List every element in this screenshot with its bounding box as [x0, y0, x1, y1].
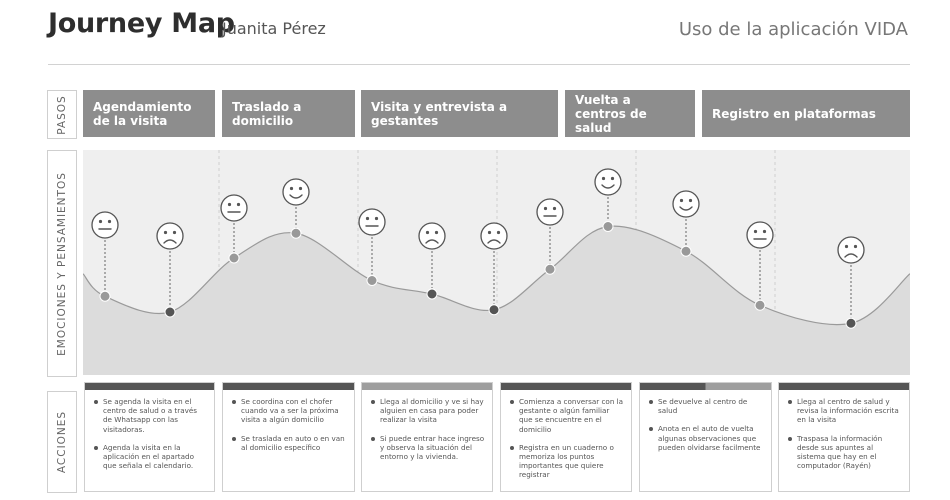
face-eye — [611, 177, 614, 180]
step-scheduling — [83, 90, 215, 137]
action-progress-bar — [223, 383, 354, 390]
action-progress-bar — [779, 383, 909, 390]
emotion-point — [846, 318, 856, 328]
neutral-face-icon — [359, 209, 385, 235]
step-transfer — [222, 90, 355, 137]
action-progress-bar — [362, 383, 492, 390]
emotion-point — [681, 246, 691, 256]
action-item: Se agenda la visita en el centro de salud o a través de Whatsapp con las visitadoras. — [103, 397, 208, 434]
emotion-point — [755, 300, 765, 310]
emotion-point — [165, 307, 175, 317]
face-eye — [680, 199, 683, 202]
action-item: Anota en el auto de vuelta algunas observaciones que pueden olvidarse facilmente — [658, 424, 765, 452]
journey-title: Journey Map — [48, 8, 235, 39]
step-return — [565, 90, 695, 137]
face-eye — [299, 187, 302, 190]
action-item: Llega al centro de salud y revisa la información escrita en la visita — [797, 397, 903, 425]
face-eye — [544, 207, 547, 210]
face-eye — [228, 203, 231, 206]
action-list — [640, 397, 771, 452]
happy-face-icon — [673, 191, 699, 217]
step-label: Traslado a domicilio — [232, 99, 302, 128]
step-visit — [361, 90, 558, 137]
emotion-point — [545, 264, 555, 274]
persona-name: Juanita Pérez — [222, 19, 326, 38]
face-eye — [488, 231, 491, 234]
face-eye — [99, 220, 102, 223]
action-progress-bar — [640, 383, 771, 390]
header-divider — [48, 64, 910, 65]
action-card — [778, 382, 910, 492]
action-list — [223, 397, 354, 452]
action-item: Se devuelve al centro de salud — [658, 397, 765, 415]
action-item: Traspasa la información desde sus apuntes al sistema que hay en el computador (Rayén) — [797, 434, 903, 471]
face-eye — [754, 230, 757, 233]
row-label-emotions — [47, 150, 77, 377]
action-list — [362, 397, 492, 461]
face-eye — [602, 177, 605, 180]
neutral-face-icon — [537, 199, 563, 225]
step-label: Registro en plataformas — [712, 106, 876, 121]
action-card — [639, 382, 772, 492]
step-registration — [702, 90, 910, 137]
row-label-steps — [47, 90, 77, 139]
sad-face-icon — [419, 223, 445, 249]
happy-face-icon — [283, 179, 309, 205]
face-eye — [164, 231, 167, 234]
face-eye — [426, 231, 429, 234]
face-eye — [553, 207, 556, 210]
row-label-actions — [47, 391, 77, 493]
sad-face-icon — [481, 223, 507, 249]
row-label-emotions-text: EMOCIONES Y PENSAMIENTOS — [56, 171, 68, 356]
face-eye — [237, 203, 240, 206]
action-card — [222, 382, 355, 492]
emotion-curve-chart — [83, 150, 910, 375]
row-label-steps-text: PASOS — [56, 94, 68, 135]
face-eye — [173, 231, 176, 234]
action-item: Llega al domicilio y ve si hay alguien en casa para poder realizar la visita — [380, 397, 486, 425]
emotion-point — [100, 291, 110, 301]
emotion-point — [229, 253, 239, 263]
face-eye — [435, 231, 438, 234]
emotion-point — [603, 222, 613, 232]
action-item: Si puede entrar hace ingreso y observa la situación del entorno y la vivienda. — [380, 433, 485, 462]
sad-face-icon — [838, 237, 864, 263]
emotion-point — [367, 276, 377, 286]
neutral-face-icon — [747, 222, 773, 248]
action-list — [85, 397, 214, 470]
action-progress-bar — [85, 383, 214, 390]
action-list — [501, 397, 631, 480]
project-name: Uso de la aplicación VIDA — [678, 19, 908, 40]
action-item: Se traslada en auto o en van al domicilio específico — [241, 434, 348, 452]
sad-face-icon — [157, 223, 183, 249]
step-label: Agendamiento de la visita — [93, 99, 192, 128]
action-card — [361, 382, 493, 492]
face-eye — [366, 217, 369, 220]
row-label-actions-text: ACCIONES — [56, 410, 68, 474]
face-eye — [375, 217, 378, 220]
emotion-point — [291, 228, 301, 238]
action-item: Se coordina con el chofer cuando va a ser la próxima visita a algún domicilio — [241, 397, 348, 425]
emotion-point — [489, 305, 499, 315]
neutral-face-icon — [221, 195, 247, 221]
face-eye — [497, 231, 500, 234]
action-item: Registra en un cuaderno o memoriza los puntos importantes que quiere registrar — [519, 443, 625, 480]
face-eye — [763, 230, 766, 233]
action-item: Agenda la visita en la aplicación en el apartado que señala el calendario. — [103, 443, 208, 471]
face-eye — [854, 245, 857, 248]
neutral-face-icon — [92, 212, 118, 238]
face-eye — [290, 187, 293, 190]
emotion-point — [427, 289, 437, 299]
action-card — [84, 382, 215, 492]
face-eye — [108, 220, 111, 223]
face-eye — [845, 245, 848, 248]
action-list — [779, 397, 909, 470]
action-card — [500, 382, 632, 492]
action-progress-bar — [501, 383, 631, 390]
step-label: Vuelta a centros de salud — [575, 92, 647, 135]
happy-face-icon — [595, 169, 621, 195]
action-item: Comienza a conversar con la gestante o algún familiar que se encuentre en el domicilio — [519, 397, 624, 434]
step-label: Visita y entrevista a gestantes — [371, 99, 508, 128]
face-eye — [689, 199, 692, 202]
